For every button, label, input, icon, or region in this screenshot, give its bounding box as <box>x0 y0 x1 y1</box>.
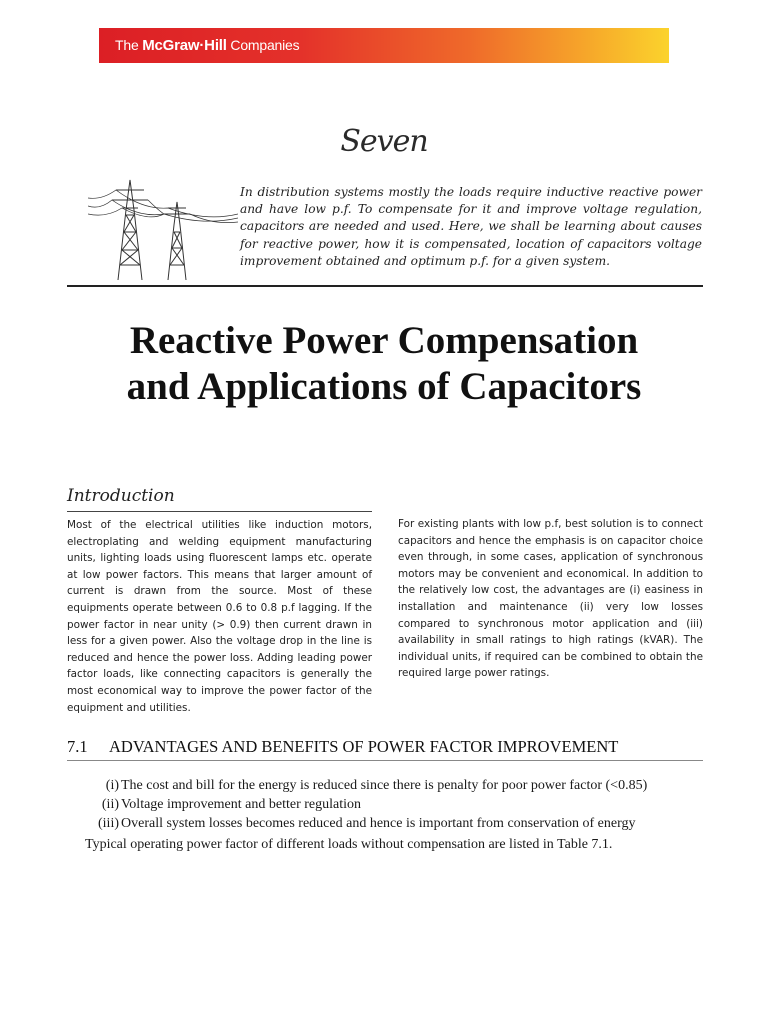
list-item-text: The cost and bill for the energy is reduced since there is penalty for poor power factor (<0.85) <box>121 778 648 793</box>
chapter-title-line-2: and Applications of Capacitors <box>126 365 642 408</box>
list-item <box>67 776 727 795</box>
publisher-banner <box>99 28 669 63</box>
chapter-title <box>0 318 768 410</box>
publisher-logo <box>99 37 299 54</box>
closing-sentence: Typical operating power factor of different loads without compensation are listed in Table 7.1. <box>85 837 613 852</box>
introduction-divider <box>67 511 372 512</box>
introduction-right-paragraph: For existing plants with low p.f, best solution is to connect capacitors and hence the emphasis is on capacitor choice even through, in some cases, application of synchronous motors may be convenient and economical. In addition to the relatively low cost, the advantages are (i) easiness in installation and maintenance (ii) very low losses compared to synchronous motor application and (iii) availability in small ratings to high ratings (kVAR). The individual units, if required can be combined to obtain the required large power ratings. <box>398 518 703 680</box>
introduction-left-paragraph: Most of the electrical utilities like induction motors, electroplating and welding equipment manufacturing units, lighting loads using fluorescent lamps etc. operate at low power factors. This means that larger amount of current is drawn from the source. Most of these equipments operate between 0.6 to 0.8 p.f lagging. If the power factor in near unity (> 0.9) then current drawn in less for a given power. Also the voltage drop in the line is reduced and hence the power loss. Adding leading power factor loads, like connecting capacitors is generally the most economical way to improve the power factor of the equipment and utilities. <box>67 519 372 714</box>
list-item <box>67 814 727 833</box>
list-item-text: Voltage improvement and better regulation <box>121 797 362 812</box>
publisher-prefix: The <box>115 37 139 53</box>
section-number: 7.1 <box>67 737 88 756</box>
list-item-text: Overall system losses becomes reduced and hence is important from conservation of energy <box>121 816 636 831</box>
transmission-towers-illustration <box>88 170 238 282</box>
section-title: ADVANTAGES AND BENEFITS OF POWER FACTOR IMPROVEMENT <box>109 737 619 756</box>
publisher-name: McGraw·Hill <box>142 37 227 54</box>
list-item-label: (ii) <box>101 797 119 812</box>
chapter-number-word: Seven <box>340 124 428 159</box>
chapter-intro-text: In distribution systems mostly the loads require inductive reactive power and have low p.f. To compensate for it and improve voltage regulation, capacitors are needed and used. Here, we shall be learning about causes for reactive power, how it is compensated, location of capacitors voltage improvement obtained and optimum p.f. for a given system. <box>240 185 702 268</box>
section-divider <box>67 760 703 761</box>
header-divider <box>67 285 703 287</box>
publisher-suffix: Companies <box>230 37 300 53</box>
list-item <box>67 795 727 814</box>
advantages-list <box>67 776 727 833</box>
chapter-title-line-1: Reactive Power Compensation <box>129 319 639 362</box>
list-item-label: (i) <box>105 778 119 793</box>
list-item-label: (iii) <box>98 816 119 831</box>
introduction-heading: Introduction <box>67 486 175 506</box>
section-heading <box>67 737 707 757</box>
